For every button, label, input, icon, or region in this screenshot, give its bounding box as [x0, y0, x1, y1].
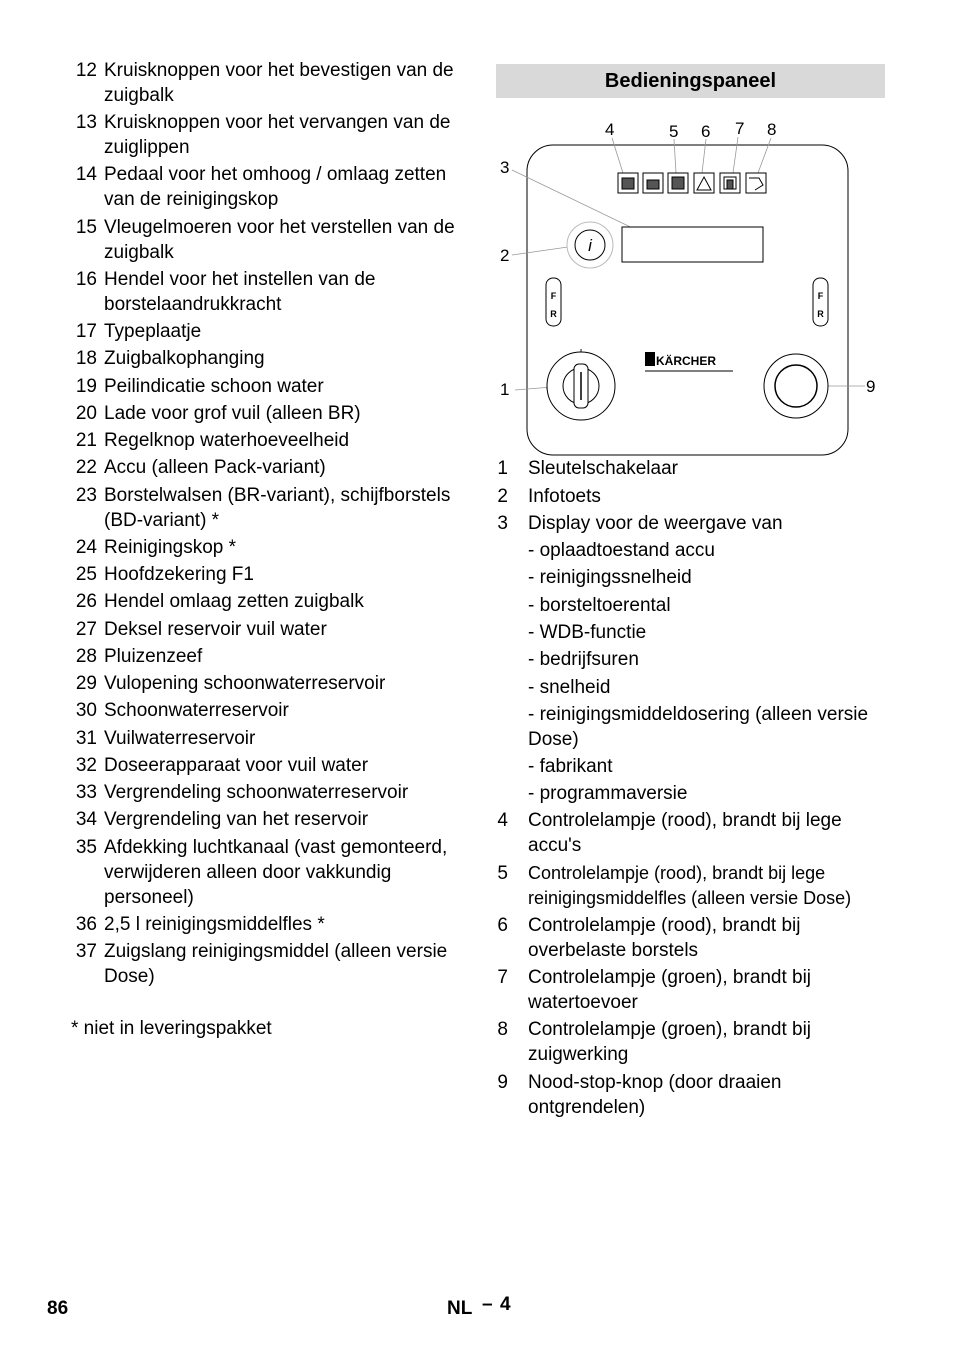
item-number: 17 — [75, 321, 97, 342]
display-item: - fabrikant — [528, 756, 613, 777]
item-number: 24 — [75, 537, 97, 558]
item-text: Afdekking luchtkanaal (vast gemonteerd, verwijderen alleen door vakkundig personeel) — [104, 837, 448, 908]
svg-text:F: F — [817, 291, 824, 301]
item-text: Zuigbalkophanging — [104, 348, 265, 369]
footer-section-page: 4 — [500, 1294, 511, 1315]
callout-label: 4 — [605, 120, 615, 139]
item-number: 16 — [75, 269, 97, 290]
callout-label: 6 — [701, 122, 711, 141]
callout-label: 9 — [866, 377, 876, 396]
item-number: 15 — [75, 217, 97, 238]
display-item: - snelheid — [528, 677, 611, 698]
item-text: Peilindicatie schoon water — [104, 376, 324, 397]
item-text: Pluizenzeef — [104, 646, 203, 667]
item-text: Kruisknoppen voor het bevestigen van de zuigbalk — [104, 60, 454, 106]
item-text: Display voor de weergave van — [528, 513, 783, 534]
callout-label: 1 — [500, 380, 510, 399]
item-number: 35 — [75, 837, 97, 858]
info-icon: i — [588, 236, 592, 255]
item-number: 22 — [75, 457, 97, 478]
display-item: - oplaadtoestand accu — [528, 540, 715, 561]
item-text: Vleugelmoeren voor het verstellen van de zuigbalk — [104, 217, 455, 263]
item-number: 2 — [497, 486, 508, 507]
item-number: 20 — [75, 403, 97, 424]
item-number: 1 — [497, 458, 508, 479]
item-text: Typeplaatje — [104, 321, 202, 342]
footnote: * niet in leveringspakket — [71, 1018, 272, 1039]
callout-label: 5 — [669, 122, 679, 141]
emergency-stop-button[interactable] — [764, 354, 828, 418]
item-number: 30 — [75, 700, 97, 721]
item-text: Zuigslang reinigingsmiddel (alleen versie Dose) — [104, 941, 448, 987]
callout-label: 2 — [500, 246, 510, 265]
item-number: 27 — [75, 619, 97, 640]
item-text: Nood-stop-knop (door draaien ontgrendelen) — [528, 1072, 782, 1118]
item-number: 4 — [497, 810, 508, 831]
item-number: 12 — [75, 60, 97, 81]
item-number: 13 — [75, 112, 97, 133]
suction-lamp-icon — [746, 173, 766, 193]
item-number: 29 — [75, 673, 97, 694]
svg-text:KÄRCHER: KÄRCHER — [656, 354, 716, 368]
item-number: 3 — [497, 513, 508, 534]
indicator-lamps — [618, 173, 766, 193]
item-text: Vergrendeling schoonwaterreservoir — [104, 782, 409, 803]
item-text: Controlelampje (rood), brandt bij overbelaste borstels — [528, 915, 801, 961]
callout-label: 8 — [767, 120, 777, 139]
callout-label: 7 — [735, 119, 745, 138]
footer-lang: NL — [447, 1298, 473, 1319]
item-number: 6 — [497, 915, 508, 936]
item-number: 36 — [75, 914, 97, 935]
item-number: 26 — [75, 591, 97, 612]
item-number: 28 — [75, 646, 97, 667]
callout-label: 3 — [500, 158, 510, 177]
svg-text:R: R — [550, 309, 557, 319]
item-text: 2,5 l reinigingsmiddelfles * — [104, 914, 325, 935]
item-text: Vuilwaterreservoir — [104, 728, 256, 749]
item-number: 21 — [75, 430, 97, 451]
item-number: 8 — [497, 1019, 508, 1040]
display-item: - reinigingsmiddeldosering (alleen versie Dose) — [528, 704, 869, 750]
item-number: 34 — [75, 809, 97, 830]
item-text: Borstelwalsen (BR-variant), schijfborstels (BD-variant) * — [104, 485, 451, 531]
control-panel-figure — [490, 110, 890, 460]
direction-switch-left[interactable] — [546, 278, 561, 326]
item-number: 5 — [497, 863, 508, 884]
item-text: Pedaal voor het omhoog / omlaag zetten van de reinigingskop — [104, 164, 447, 210]
item-number: 37 — [75, 941, 97, 962]
item-text: Vergrendeling van het reservoir — [104, 809, 369, 830]
footer-separator: – — [482, 1294, 493, 1315]
item-number: 31 — [75, 728, 97, 749]
item-text: Controlelampje (rood), brandt bij lege reinigingsmiddelfles (alleen versie Dose) — [528, 863, 852, 908]
item-text: Controlelampje (rood), brandt bij lege accu's — [528, 810, 842, 856]
display-item: - borsteltoerental — [528, 595, 671, 616]
item-number: 23 — [75, 485, 97, 506]
item-text: Vulopening schoonwaterreservoir — [104, 673, 386, 694]
item-number: 32 — [75, 755, 97, 776]
key-switch[interactable] — [547, 348, 615, 420]
item-text: Doseerapparaat voor vuil water — [104, 755, 369, 776]
display-item: - reinigingssnelheid — [528, 567, 692, 588]
item-text: Accu (alleen Pack-variant) — [104, 457, 326, 478]
item-text: Hoofdzekering F1 — [104, 564, 254, 585]
item-number: 18 — [75, 348, 97, 369]
item-text: Regelknop waterhoeveelheid — [104, 430, 350, 451]
page-number: 86 — [47, 1298, 69, 1319]
item-text: Deksel reservoir vuil water — [104, 619, 327, 640]
svg-text:R: R — [817, 309, 824, 319]
item-number: 19 — [75, 376, 97, 397]
item-text: Hendel voor het instellen van de borstelaandrukkracht — [104, 269, 376, 315]
direction-switch-right[interactable] — [813, 278, 828, 326]
info-button[interactable] — [567, 222, 613, 268]
item-number: 7 — [497, 967, 508, 988]
svg-text:F: F — [550, 291, 557, 301]
item-text: Schoonwaterreservoir — [104, 700, 289, 721]
item-number: 9 — [497, 1072, 508, 1093]
item-text: Lade voor grof vuil (alleen BR) — [104, 403, 361, 424]
display-item: - bedrijfsuren — [528, 649, 639, 670]
item-text: Infotoets — [528, 486, 601, 507]
item-number: 33 — [75, 782, 97, 803]
item-text: Controlelampje (groen), brandt bij watertoevoer — [528, 967, 812, 1013]
item-text: Reinigingskop * — [104, 537, 237, 558]
display-item: - programmaversie — [528, 783, 688, 804]
display-screen — [622, 227, 763, 262]
display-item: - WDB-functie — [528, 622, 647, 643]
brand-logo — [645, 352, 733, 371]
item-text: Hendel omlaag zetten zuigbalk — [104, 591, 364, 612]
item-text: Kruisknoppen voor het vervangen van de zuiglippen — [104, 112, 451, 158]
section-title: Bedieningspaneel — [496, 64, 885, 98]
item-text: Controlelampje (groen), brandt bij zuigwerking — [528, 1019, 812, 1065]
item-number: 14 — [75, 164, 97, 185]
item-text: Sleutelschakelaar — [528, 458, 678, 479]
item-number: 25 — [75, 564, 97, 585]
